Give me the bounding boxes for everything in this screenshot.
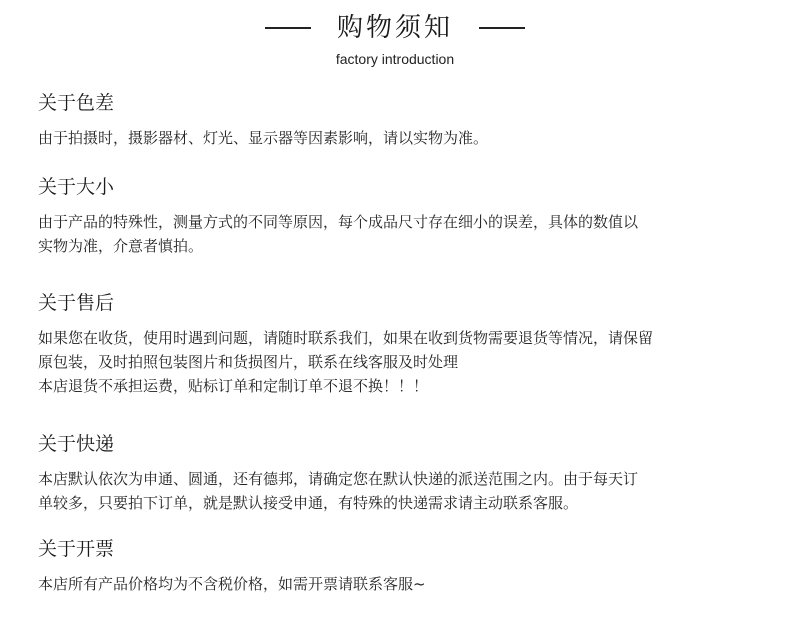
section-shipping — [38, 431, 758, 515]
body-line: 原包装，及时拍照包装图片和货损图片，联系在线客服及时处理 — [38, 353, 459, 371]
page-subtitle: factory introduction — [335, 51, 455, 67]
body-line: 本店默认依次为申通、圆通，还有德邦，请确定您在默认快递的派送范围之内。由于每天订 — [38, 470, 639, 488]
section-body — [38, 210, 758, 258]
body-line: 本店所有产品价格均为不含税价格，如需开票请联系客服~ — [38, 575, 426, 593]
section-title: 关于色差 — [38, 92, 115, 114]
section-body — [38, 467, 758, 515]
title-right-rule — [479, 27, 525, 29]
section-body — [38, 326, 758, 398]
body-line: 由于拍摄时，摄影器材、灯光、显示器等因素影响，请以实物为准。 — [38, 129, 489, 147]
body-line: 实物为准，介意者慎拍。 — [38, 237, 204, 255]
body-line: 本店退货不承担运费，贴标订单和定制订单不退不换！！！ — [38, 377, 429, 395]
section-body — [38, 572, 758, 596]
section-invoice — [38, 536, 758, 596]
body-line: 如果您在收货，使用时遇到问题，请随时联系我们，如果在收到货物需要退货等情况，请保留 — [38, 329, 654, 347]
section-title: 关于快递 — [38, 433, 115, 455]
page-title: 购物须知 — [336, 13, 453, 43]
body-line: 由于产品的特殊性，测量方式的不同等原因，每个成品尺寸存在细小的误差，具体的数值以 — [38, 213, 639, 231]
section-body — [38, 126, 758, 150]
section-title: 关于开票 — [38, 538, 115, 560]
title-row — [0, 8, 790, 48]
section-title: 关于售后 — [38, 292, 115, 314]
section-color-difference — [38, 90, 758, 150]
section-title: 关于大小 — [38, 176, 115, 198]
section-after-sales — [38, 290, 758, 398]
page-header — [0, 8, 790, 78]
body-line: 单较多，只要拍下订单，就是默认接受申通，有特殊的快递需求请主动联系客服。 — [38, 494, 579, 512]
section-size — [38, 174, 758, 258]
title-left-rule — [265, 27, 311, 29]
